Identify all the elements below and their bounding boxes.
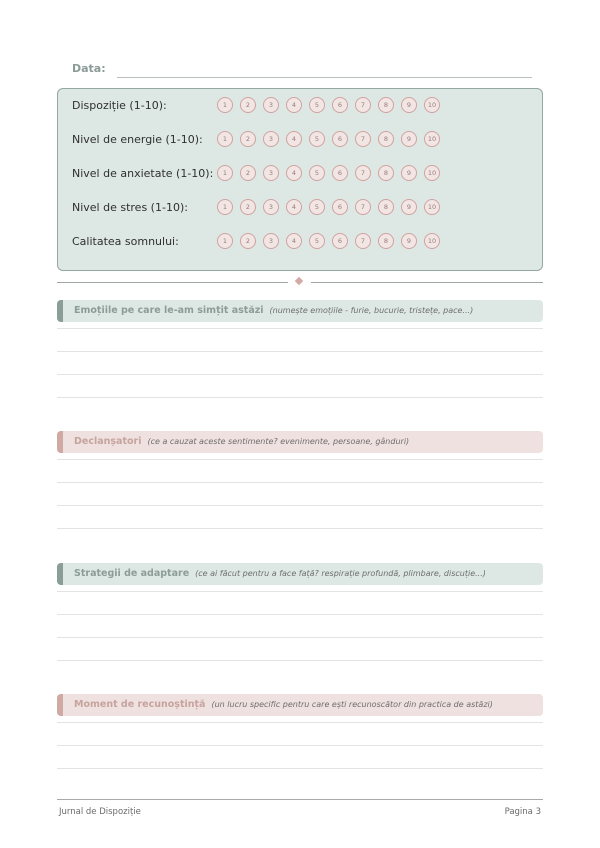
- rating-option-6[interactable]: 6: [332, 233, 348, 249]
- rating-option-9[interactable]: 9: [401, 131, 417, 147]
- rating-option-2[interactable]: 2: [240, 131, 256, 147]
- rating-option-4[interactable]: 4: [286, 131, 302, 147]
- rating-row-anxiety: [72, 164, 532, 184]
- rating-option-4[interactable]: 4: [286, 233, 302, 249]
- writing-line[interactable]: [57, 745, 543, 746]
- section-accent-bar: [57, 431, 63, 453]
- rating-option-8[interactable]: 8: [378, 131, 394, 147]
- rating-option-7[interactable]: 7: [355, 97, 371, 113]
- rating-option-1[interactable]: 1: [217, 233, 233, 249]
- rating-option-10[interactable]: 10: [424, 199, 440, 215]
- rating-option-3[interactable]: 3: [263, 97, 279, 113]
- rating-option-4[interactable]: 4: [286, 199, 302, 215]
- rating-option-5[interactable]: 5: [309, 97, 325, 113]
- writing-line[interactable]: [57, 722, 543, 723]
- section-accent-bar: [57, 300, 63, 322]
- writing-line[interactable]: [57, 614, 543, 615]
- section-title: [74, 436, 409, 447]
- rating-option-9[interactable]: 9: [401, 97, 417, 113]
- rating-option-10[interactable]: 10: [424, 131, 440, 147]
- writing-line[interactable]: [57, 637, 543, 638]
- section-title-text: Strategii de adaptare: [74, 568, 190, 579]
- section-title-text: Declanșatori: [74, 436, 142, 447]
- rating-option-5[interactable]: 5: [309, 233, 325, 249]
- date-label: Data:: [72, 62, 106, 75]
- rating-option-5[interactable]: 5: [309, 165, 325, 181]
- rating-option-10[interactable]: 10: [424, 97, 440, 113]
- rating-option-9[interactable]: 9: [401, 199, 417, 215]
- rating-option-2[interactable]: 2: [240, 199, 256, 215]
- rating-label: Dispoziție (1-10):: [72, 99, 167, 112]
- rating-option-10[interactable]: 10: [424, 233, 440, 249]
- section-emotions-header: [57, 300, 543, 322]
- section-title: [74, 568, 486, 579]
- rating-option-8[interactable]: 8: [378, 97, 394, 113]
- diamond-icon: [295, 277, 303, 285]
- rating-option-8[interactable]: 8: [378, 165, 394, 181]
- footer-journal-title: Jurnal de Dispoziție: [59, 807, 141, 817]
- section-title: [74, 699, 493, 710]
- writing-line[interactable]: [57, 459, 543, 460]
- section-accent-bar: [57, 563, 63, 585]
- rating-option-3[interactable]: 3: [263, 131, 279, 147]
- rating-option-1[interactable]: 1: [217, 165, 233, 181]
- ornament-divider: [57, 276, 543, 288]
- writing-line[interactable]: [57, 482, 543, 483]
- writing-line[interactable]: [57, 328, 543, 329]
- writing-line[interactable]: [57, 374, 543, 375]
- rating-option-3[interactable]: 3: [263, 165, 279, 181]
- writing-line[interactable]: [57, 660, 543, 661]
- rating-option-4[interactable]: 4: [286, 97, 302, 113]
- section-coping-header: [57, 563, 543, 585]
- rating-option-1[interactable]: 1: [217, 97, 233, 113]
- footer-divider: [57, 799, 543, 800]
- section-title-text: Emoțiile pe care le-am simțit astăzi: [74, 305, 264, 316]
- writing-line[interactable]: [57, 591, 543, 592]
- rating-option-6[interactable]: 6: [332, 199, 348, 215]
- ratings-box: [57, 88, 543, 271]
- rating-option-6[interactable]: 6: [332, 97, 348, 113]
- date-row: [72, 62, 532, 80]
- section-title: [74, 305, 473, 316]
- rating-option-8[interactable]: 8: [378, 199, 394, 215]
- rating-option-1[interactable]: 1: [217, 131, 233, 147]
- writing-line[interactable]: [57, 528, 543, 529]
- footer-page-number: Pagina 3: [504, 807, 541, 817]
- rating-option-9[interactable]: 9: [401, 233, 417, 249]
- writing-line[interactable]: [57, 351, 543, 352]
- rating-option-3[interactable]: 3: [263, 233, 279, 249]
- rating-label: Nivel de energie (1-10):: [72, 133, 203, 146]
- section-title-text: Moment de recunoștință: [74, 699, 206, 710]
- divider-line-left: [57, 282, 288, 283]
- rating-row-sleep: [72, 232, 532, 252]
- rating-option-8[interactable]: 8: [378, 233, 394, 249]
- section-hint: (ce ai făcut pentru a face față? respirație profundă, plimbare, discuție...): [195, 569, 486, 578]
- section-hint: (numește emoțiile - furie, bucurie, tristețe, pace...): [269, 306, 474, 315]
- rating-row-energy: [72, 130, 532, 150]
- rating-option-5[interactable]: 5: [309, 131, 325, 147]
- writing-line[interactable]: [57, 505, 543, 506]
- rating-option-5[interactable]: 5: [309, 199, 325, 215]
- rating-option-9[interactable]: 9: [401, 165, 417, 181]
- rating-option-2[interactable]: 2: [240, 233, 256, 249]
- rating-option-10[interactable]: 10: [424, 165, 440, 181]
- rating-option-6[interactable]: 6: [332, 131, 348, 147]
- rating-row-mood: [72, 96, 532, 116]
- rating-option-2[interactable]: 2: [240, 165, 256, 181]
- rating-option-3[interactable]: 3: [263, 199, 279, 215]
- rating-option-6[interactable]: 6: [332, 165, 348, 181]
- rating-option-4[interactable]: 4: [286, 165, 302, 181]
- section-triggers-header: [57, 431, 543, 453]
- divider-line-right: [311, 282, 543, 283]
- section-hint: (un lucru specific pentru care ești recunoscător din practica de astăzi): [211, 700, 493, 709]
- rating-option-7[interactable]: 7: [355, 131, 371, 147]
- rating-option-1[interactable]: 1: [217, 199, 233, 215]
- writing-line[interactable]: [57, 397, 543, 398]
- rating-label: Nivel de stres (1-10):: [72, 201, 188, 214]
- section-gratitude-header: [57, 694, 543, 716]
- rating-option-7[interactable]: 7: [355, 165, 371, 181]
- rating-option-7[interactable]: 7: [355, 233, 371, 249]
- rating-option-2[interactable]: 2: [240, 97, 256, 113]
- rating-row-stress: [72, 198, 532, 218]
- rating-option-7[interactable]: 7: [355, 199, 371, 215]
- date-line[interactable]: [117, 77, 532, 78]
- rating-label: Calitatea somnului:: [72, 235, 179, 248]
- section-accent-bar: [57, 694, 63, 716]
- rating-label: Nivel de anxietate (1-10):: [72, 167, 214, 180]
- writing-line[interactable]: [57, 768, 543, 769]
- section-hint: (ce a cauzat aceste sentimente? evenimente, persoane, gânduri): [147, 437, 410, 446]
